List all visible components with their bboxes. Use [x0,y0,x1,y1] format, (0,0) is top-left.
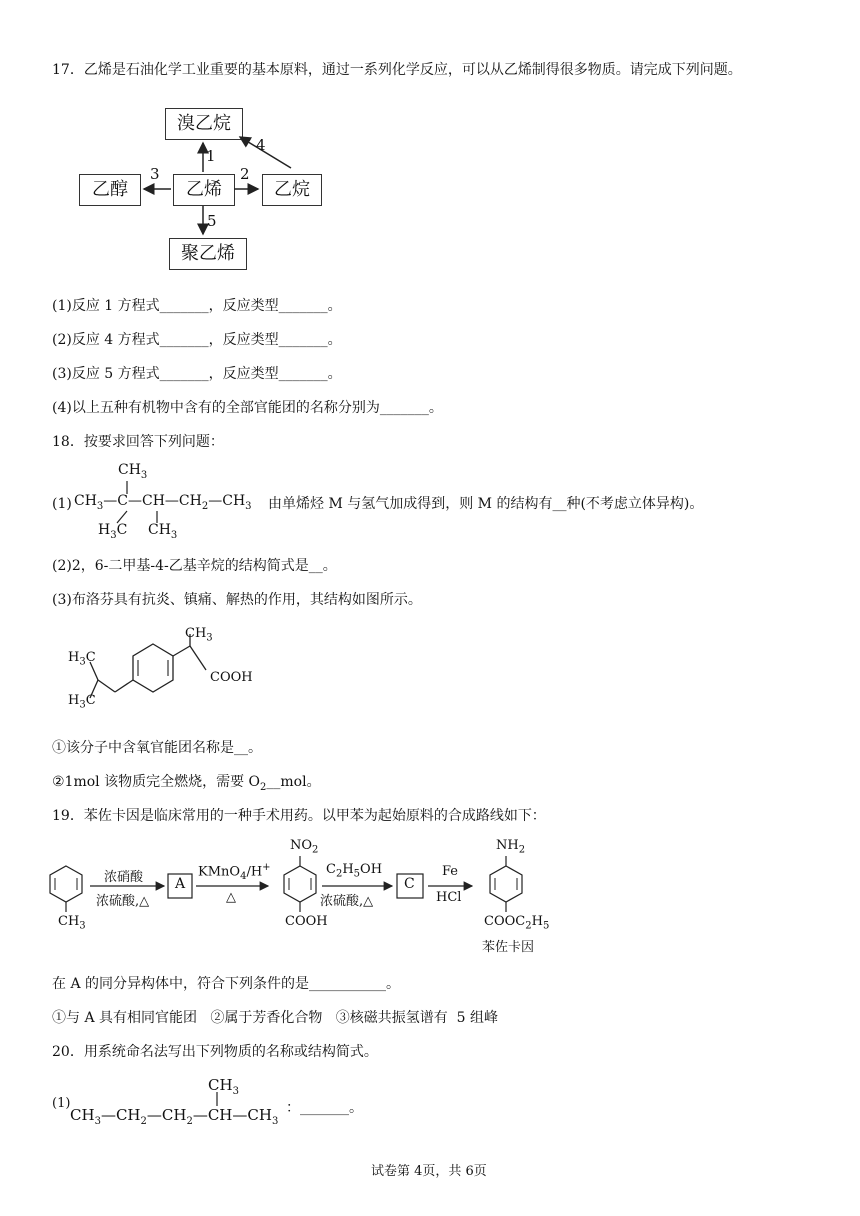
toluene-ch3: $CH_3$ [58,914,86,932]
nitro-cooh: COOH [285,914,328,929]
q18-part-2: (2)2，6-二甲基-4-乙基辛烷的结构简式是__。 [52,558,337,574]
formula-bottom-mid: $CH_3$ [148,522,178,541]
product-name: 苯佐卡因 [482,940,535,955]
step4-bottom: HCl [436,890,462,905]
q19-stem: 19．苯佐卡因是临床常用的一种手术用药。以甲苯为起始原料的合成路线如下： [52,808,546,824]
q18-part-3-2: ②1mol 该物质完全燃烧，需要 $O_2\_\_mol$。 [52,774,321,793]
step4-top: Fe [442,864,459,879]
ibuprofen-h3c-bottom: $H_3C$ [68,693,96,711]
q17-stem: 17．乙烯是石油化学工业重要的基本原料，通过一系列化学反应，可以从乙烯制得很多物质。请完成下列问题。 [52,62,742,78]
arrow-label-5: 5 [207,212,217,230]
ibuprofen-cooh: COOH [210,670,253,685]
arrow-label-1: 1 [206,147,216,165]
q20-p1-prefix: (1) [52,1096,71,1111]
box-bromoethane: 溴乙烷 [165,108,243,140]
box-a-label: A [175,876,186,892]
step1-bottom: 浓硫酸,△ [96,894,150,909]
nitro-no2: $NO_2$ [290,838,319,856]
ibuprofen-h3c-top: $H_3C$ [68,650,96,668]
q18-p1-prefix: (1) [52,496,72,512]
arrow-label-3: 3 [150,165,160,183]
q17-part-1: (1)反应 1 方程式_______，反应类型_______。 [52,298,342,314]
box-ethylene: 乙烯 [173,174,235,206]
q20-main-chain: $CH_3—CH_2—CH_2—CH—CH_3$ [70,1106,279,1127]
q17-part-4: (4)以上五种有机物中含有的全部官能团的名称分别为_______。 [52,400,443,416]
q20-stem: 20．用系统命名法写出下列物质的名称或结构简式。 [52,1044,378,1060]
formula-top-ch3: $CH_3$ [118,462,148,481]
q20-p1-suffix: ：_______。 [286,1100,363,1116]
q17-part-2: (2)反应 4 方程式_______，反应类型_______。 [52,332,342,348]
q20-top-ch3: $CH_3$ [208,1076,239,1097]
q19-condition-line: 在 A 的同分异构体中，符合下列条件的是___________。 [52,976,401,992]
box-ethanol: 乙醇 [79,174,141,206]
formula-main-chain: $CH_3—C—CH—CH_2—CH_3$ [74,493,252,512]
step3-top: $C_2H_5OH$ [326,862,383,880]
ibuprofen-ch3: $CH_3$ [185,626,213,644]
product-nh2: $NH_2$ [496,838,526,856]
box-polyethylene: 聚乙烯 [169,238,247,270]
formula-bottom-left: $H_3C$ [98,522,128,541]
step3-bottom: 浓硫酸,△ [320,894,374,909]
step2-bottom: △ [226,890,236,905]
step2-top: KMnO$_4$/H+ [198,862,271,882]
q17-part-3: (3)反应 5 方程式_______，反应类型_______。 [52,366,342,382]
q18-part-3-1: ①该分子中含氧官能团名称是__。 [52,740,262,756]
q18-part-3: (3)布洛芬具有抗炎、镇痛、解热的作用，其结构如图所示。 [52,592,422,608]
page-footer: 试卷第 4页，共 6页 [371,1164,487,1179]
arrow-label-4: 4 [256,136,266,154]
box-c-label: C [404,876,415,892]
step1-top: 浓硝酸 [104,870,144,885]
box-ethane: 乙烷 [262,174,322,206]
formula-bonds [0,0,200,80]
q19-conditions: ①与 A 具有相同官能团 ②属于芳香化合物 ③核磁共振氢谱有 5 组峰 [52,1010,498,1026]
arrow-label-2: 2 [240,165,250,183]
product-cooc2h5: $COOC_2H_5$ [484,914,550,932]
q18-p1-text: 由单烯烃 M 与氢气加成得到，则 M 的结构有__种(不考虑立体异构)。 [268,496,704,512]
q18-stem: 18．按要求回答下列问题： [52,434,224,450]
